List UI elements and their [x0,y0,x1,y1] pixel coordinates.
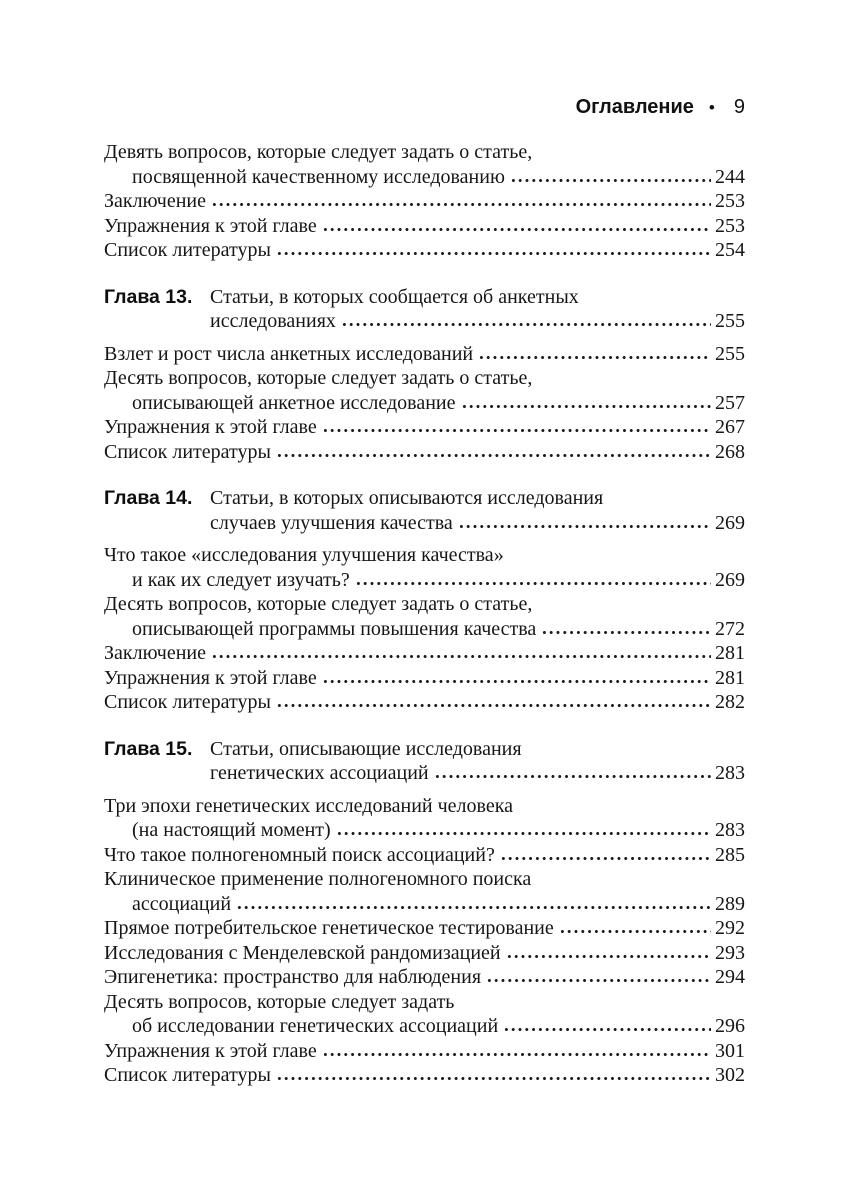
entry-line [104,794,745,819]
entry-text: Что такое полногеномный поиск ассоциаций? [104,843,495,866]
entry-text: Упражнения к этой главе [104,1039,317,1062]
page-ref: 255 [715,310,745,332]
entry-line [104,592,745,617]
toc-entry [104,1063,745,1088]
dot-leader [236,905,711,910]
entry-list [104,794,745,1088]
entry-text: случаев улучшения качества [210,511,453,534]
toc-entry [104,214,745,239]
entry-line [104,366,745,391]
page-ref: 292 [715,917,745,939]
dot-leader [461,404,711,409]
toc-entry [104,238,745,263]
chapter-title [210,486,745,535]
entry-line [104,415,745,440]
toc-entry [104,965,745,990]
toc-entry [104,543,745,592]
entry-line [104,941,745,966]
page-ref: 254 [715,239,745,261]
toc-entry [104,941,745,966]
dot-leader [434,774,711,779]
entry-line [104,867,745,892]
page-ref: 268 [715,440,745,463]
entry-text: Взлет и рост числа анкетных исследований [104,342,474,365]
entry-text: Прямое потребительское генетическое тестирование [104,917,554,939]
toc-section [104,737,745,1088]
entry-line [104,641,745,666]
entry-text: и как их следует изучать? [132,568,350,591]
dot-leader [322,1052,711,1057]
page-ref: 269 [715,568,745,591]
toc-entry [104,366,745,415]
entry-list [104,140,745,263]
dot-leader [336,831,711,836]
toc-entry [104,916,745,941]
entry-text: Статьи, в которых сообщается об анкетных [210,285,579,308]
dot-leader [276,1076,711,1081]
dot-leader [341,322,711,327]
entry-text: об исследовании генетических ассоциаций [132,1015,499,1037]
page-ref: 282 [715,691,745,713]
entry-line [104,1063,745,1088]
dot-leader [211,202,711,207]
entry-line [104,843,745,868]
toc-entry [104,592,745,641]
entry-text: Десять вопросов, которые следует задать о статье, [104,593,533,615]
toc-entry [104,867,745,916]
entry-text: (на настоящий момент) [132,819,331,841]
dot-leader [276,251,711,256]
header-title: Оглавление [575,96,694,118]
entry-line [210,285,745,310]
page-ref: 296 [715,1015,745,1037]
toc-entry [104,189,745,214]
entry-line [210,309,745,334]
toc-entry [104,440,745,465]
page-ref: 244 [715,165,745,188]
toc-entry [104,342,745,367]
entry-line [210,761,745,786]
dot-leader [541,630,711,635]
toc-entry [104,690,745,715]
toc-entry [104,794,745,843]
dot-leader [322,428,711,433]
entry-line [210,486,745,511]
entry-text: описывающей программы повышения качества [132,617,537,640]
entry-text: Упражнения к этой главе [104,666,317,689]
entry-text: генетических ассоциаций [210,762,429,784]
entry-line [104,916,745,941]
table-of-contents [104,140,745,1088]
entry-text: Заключение [104,642,206,664]
entry-line [104,1014,745,1039]
entry-line [104,342,745,367]
entry-text: Статьи, в которых описываются исследования [210,487,604,509]
chapter-heading [104,285,745,334]
entry-line [104,189,745,214]
entry-text: Упражнения к этой главе [104,416,317,438]
page-ref: 294 [715,966,745,988]
entry-text: ассоциаций [132,892,232,915]
entry-line [104,543,745,568]
page-ref: 302 [715,1064,745,1086]
entry-line [104,818,745,843]
page-ref: 267 [715,416,745,438]
entry-line [104,165,745,190]
entry-line [210,737,745,762]
dot-leader [510,178,711,183]
entry-text: Десять вопросов, которые следует задать [104,990,455,1013]
entry-text: Список литературы [104,1064,271,1086]
page-ref: 281 [715,642,745,664]
chapter-title [210,285,745,334]
toc-entry [104,1039,745,1064]
toc-entry [104,415,745,440]
dot-leader [322,679,711,684]
entry-line [104,238,745,263]
page-ref: 269 [715,511,745,534]
dot-leader [276,453,711,458]
entry-text: Девять вопросов, которые следует задать о статье, [104,141,533,163]
entry-line [104,214,745,239]
dot-leader [276,703,711,708]
entry-line [104,690,745,715]
entry-line [104,140,745,165]
dot-leader [322,227,711,232]
entry-text: Список литературы [104,239,271,261]
entry-text: Эпигенетика: пространство для наблюдения [104,966,482,988]
entry-text: Три эпохи генетических исследований человека [104,794,514,817]
toc-entry [104,641,745,666]
page-ref: 253 [715,214,745,237]
entry-line [104,391,745,416]
dot-leader [478,355,711,360]
chapter-label: Глава 14. [104,487,193,509]
entry-text: посвященной качественному исследованию [132,165,505,188]
page-header [576,95,745,120]
entry-list [104,342,745,465]
entry-text: описывающей анкетное исследование [132,391,456,414]
chapter-title [210,737,745,786]
entry-text: Что такое «исследования улучшения качества» [104,544,504,566]
toc-section [104,140,745,263]
page-ref: 293 [715,941,745,964]
page-ref: 257 [715,391,745,414]
entry-line [104,965,745,990]
entry-text: Список литературы [104,691,271,713]
dot-leader [355,581,711,586]
dot-leader [458,524,711,529]
dot-leader [503,1027,711,1032]
dot-leader [559,929,711,934]
entry-text: Упражнения к этой главе [104,214,317,237]
page-ref: 289 [715,892,745,915]
header-page-number: 9 [733,96,745,118]
entry-line [104,990,745,1015]
chapter-heading [104,486,745,535]
entry-list [104,543,745,715]
entry-line [104,1039,745,1064]
dot-leader [211,654,711,659]
toc-section [104,285,745,465]
entry-text: Статьи, описывающие исследования [210,737,522,760]
dot-leader [500,856,711,861]
dot-leader [506,954,711,959]
entry-text: Заключение [104,190,206,212]
entry-line [104,440,745,465]
entry-line [104,892,745,917]
entry-line [104,568,745,593]
entry-text: Исследования с Менделевской рандомизацией [104,941,501,964]
entry-text: исследованиях [210,310,336,332]
toc-section [104,486,745,715]
page-ref: 285 [715,843,745,866]
page-ref: 255 [715,342,745,365]
entry-text: Список литературы [104,440,271,463]
dot-leader [486,978,711,983]
chapter-label: Глава 15. [104,737,193,760]
page-ref: 281 [715,666,745,689]
page-ref: 301 [715,1039,745,1062]
header-bullet-icon: • [708,98,715,117]
page-ref: 283 [715,762,745,784]
page-ref: 272 [715,617,745,640]
entry-text: Клиническое применение полногеномного поиска [104,868,532,890]
page-ref: 283 [715,819,745,841]
entry-line [104,666,745,691]
entry-text: Десять вопросов, которые следует задать о статье, [104,367,533,389]
toc-entry [104,666,745,691]
entry-line [210,511,745,536]
toc-entry [104,990,745,1039]
chapter-label: Глава 13. [104,285,193,308]
chapter-heading [104,737,745,786]
toc-entry [104,843,745,868]
entry-line [104,617,745,642]
page-ref: 253 [715,190,745,212]
toc-entry [104,140,745,189]
